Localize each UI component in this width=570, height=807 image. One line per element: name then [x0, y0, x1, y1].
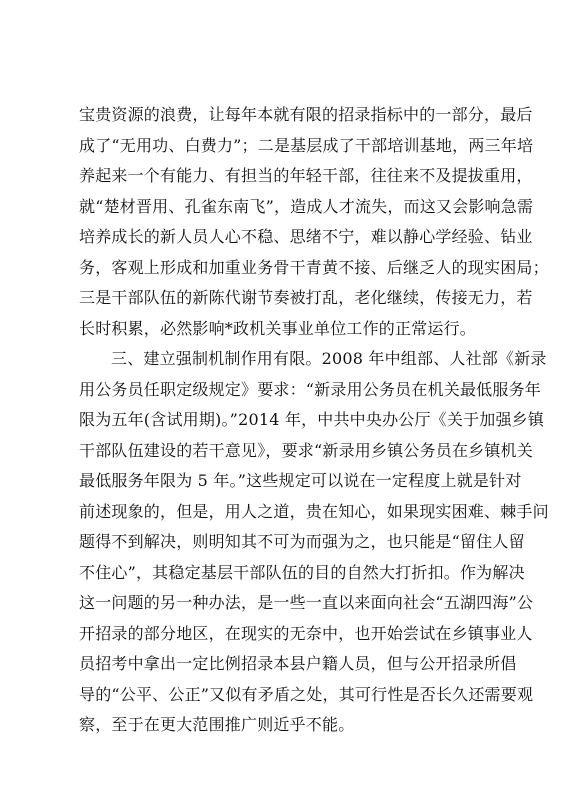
- text-line: 三、建立强制机制作用有限。2008 年中组部、人社部《新录: [111, 349, 547, 368]
- text-line: 培养成长的新人员人心不稳、思绪不宁，难以静心学经验、钻业: [79, 227, 533, 246]
- document-body: [79, 100, 549, 741]
- text-line: 务，客观上形成和加重业务骨干青黄不接、后继乏人的现实困局；: [79, 257, 549, 277]
- text-line: 最低服务年限为 5 年。”这些规定可以说在一定程度上就是针对: [79, 471, 522, 490]
- text-line: 就“楚材晋用、孔雀东南飞”，造成人才流失，而这又会影响急需: [79, 196, 534, 216]
- text-line: 这一问题的另一种办法，是一些一直以来面向社会“五湖四海”公: [79, 593, 534, 612]
- text-line: 养起来一个有能力、有担当的年轻干部，往往来不及提拔重用，: [79, 166, 533, 185]
- text-line: 开招录的部分地区，在现实的无奈中，也开始尝试在乡镇事业人: [79, 623, 533, 643]
- text-line: 干部队伍建设的若干意见》，要求“新录用乡镇公务员在乡镇机关: [79, 440, 533, 460]
- text-line: 导的“公平、公正”又似有矛盾之处，其可行性是否长久还需要观: [79, 684, 534, 704]
- text-line: 察，至于在更大范围推广则近乎不能。: [79, 715, 355, 734]
- text-line: 三是干部队伍的新陈代谢节奏被打乱，老化继续，传接无力，若: [79, 288, 533, 307]
- text-line: 前述现象的，但是，用人之道，贵在知心，如果现实困难、棘手问: [79, 501, 549, 521]
- text-line: 用公务员任职定级规定》要求：“新录用公务员在机关最低服务年: [79, 379, 541, 399]
- text-line: 长时积累，必然影响*政机关事业单位工作的正常运行。: [79, 318, 477, 338]
- text-line: 员招考中拿出一定比例招录本县户籍人员，但与公开招录所倡: [79, 654, 517, 673]
- paragraph-2: [79, 344, 549, 741]
- text-line: 不住心”，其稳定基层干部队伍的目的自然大打折扣。作为解决: [79, 562, 525, 582]
- text-line: 成了“无用功、白费力”；二是基层成了干部培训基地，两三年培: [79, 135, 534, 155]
- text-line: 宝贵资源的浪费，让每年本就有限的招录指标中的一部分，最后: [79, 105, 533, 124]
- paragraph-1: [79, 100, 549, 344]
- text-line: 题得不到解决，则明知其不可为而强为之，也只能是“留住人留: [79, 532, 525, 551]
- text-line: 限为五年(含试用期)。”2014 年，中共中央办公厅《关于加强乡镇: [79, 410, 545, 429]
